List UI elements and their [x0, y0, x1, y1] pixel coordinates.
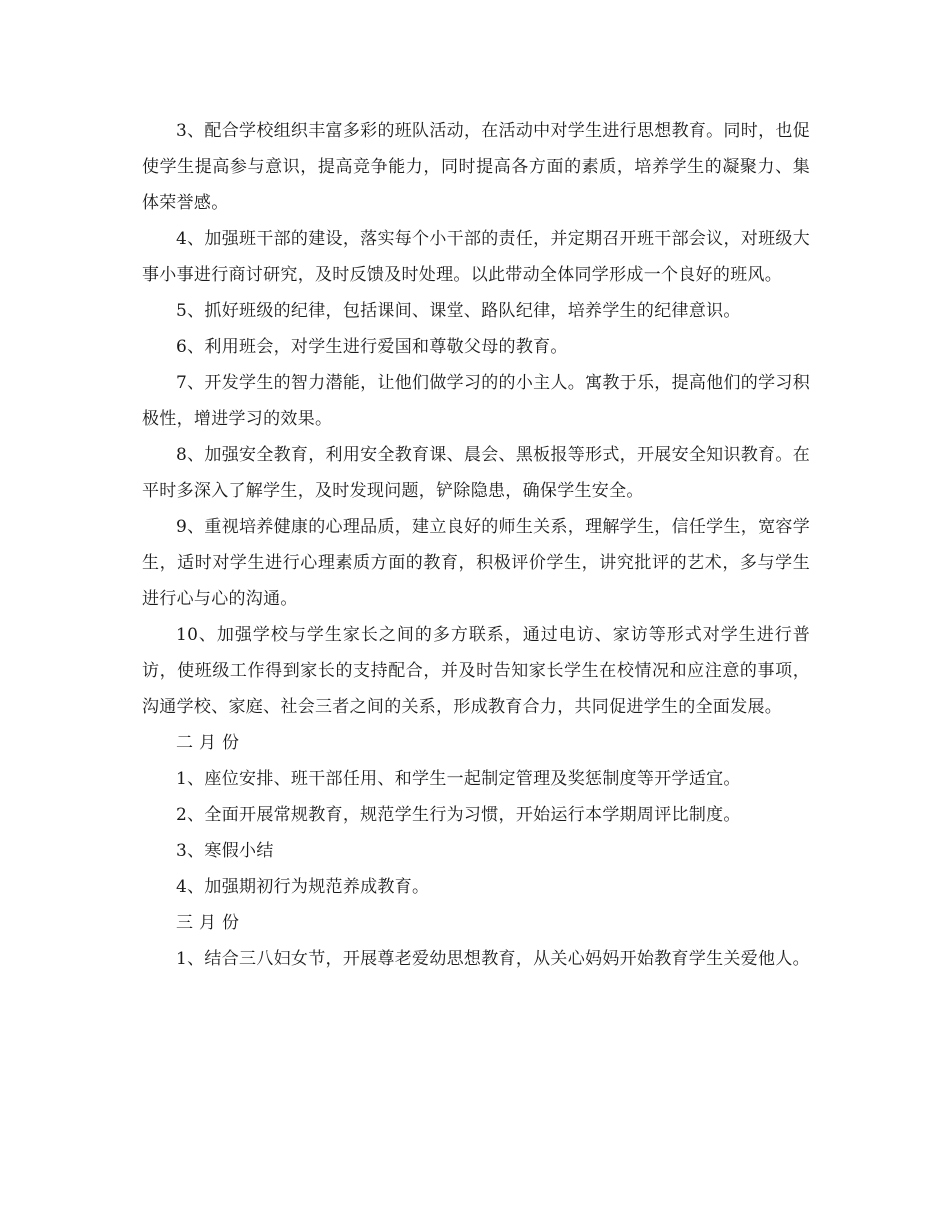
paragraph-10: 10、加强学校与学生家长之间的多方联系，通过电访、家访等形式对学生进行普访，使班级工作得到家长的支持配合，并及时告知家长学生在校情况和应注意的事项，沟通学校、家庭、社会三者之间的关系，形成教育合力，共同促进学生的全面发展。 [142, 625, 810, 717]
march-item-1: 1、结合三八妇女节，开展尊老爱幼思想教育，从关心妈妈开始教育学生关爱他人。 [176, 949, 810, 969]
section-heading-february: 二 月 份 [176, 733, 240, 753]
paragraph-4: 4、加强班干部的建设，落实每个小干部的责任，并定期召开班干部会议，对班级大事小事进行商讨研究，及时反馈及时处理。以此带动全体同学形成一个良好的班风。 [142, 229, 810, 285]
february-item-3: 3、寒假小结 [176, 841, 274, 861]
february-item-2: 2、全面开展常规教育，规范学生行为习惯，开始运行本学期周评比制度。 [176, 805, 741, 825]
paragraph-9: 9、重视培养健康的心理品质，建立良好的师生关系，理解学生，信任学生，宽容学生，适时对学生进行心理素质方面的教育，积极评价学生，讲究批评的艺术，多与学生进行心与心的沟通。 [142, 517, 810, 609]
paragraph-5: 5、抓好班级的纪律，包括课间、课堂、路队纪律，培养学生的纪律意识。 [176, 301, 741, 321]
february-item-1: 1、座位安排、班干部任用、和学生一起制定管理及奖惩制度等开学适宜。 [176, 769, 741, 789]
paragraph-7: 7、开发学生的智力潜能，让他们做学习的的小主人。寓教于乐，提高他们的学习积极性，增进学习的效果。 [142, 373, 810, 429]
paragraph-3: 3、配合学校组织丰富多彩的班队活动，在活动中对学生进行思想教育。同时，也促使学生提高参与意识，提高竞争能力，同时提高各方面的素质，培养学生的凝聚力、集体荣誉感。 [142, 121, 810, 213]
paragraph-8: 8、加强安全教育，利用安全教育课、晨会、黑板报等形式，开展安全知识教育。在平时多深入了解学生，及时发现问题，铲除隐患，确保学生安全。 [142, 445, 810, 501]
section-heading-march: 三 月 份 [176, 913, 240, 933]
document-body [142, 113, 810, 977]
february-item-4: 4、加强期初行为规范养成教育。 [176, 877, 430, 897]
paragraph-6: 6、利用班会，对学生进行爱国和尊敬父母的教育。 [176, 337, 568, 357]
